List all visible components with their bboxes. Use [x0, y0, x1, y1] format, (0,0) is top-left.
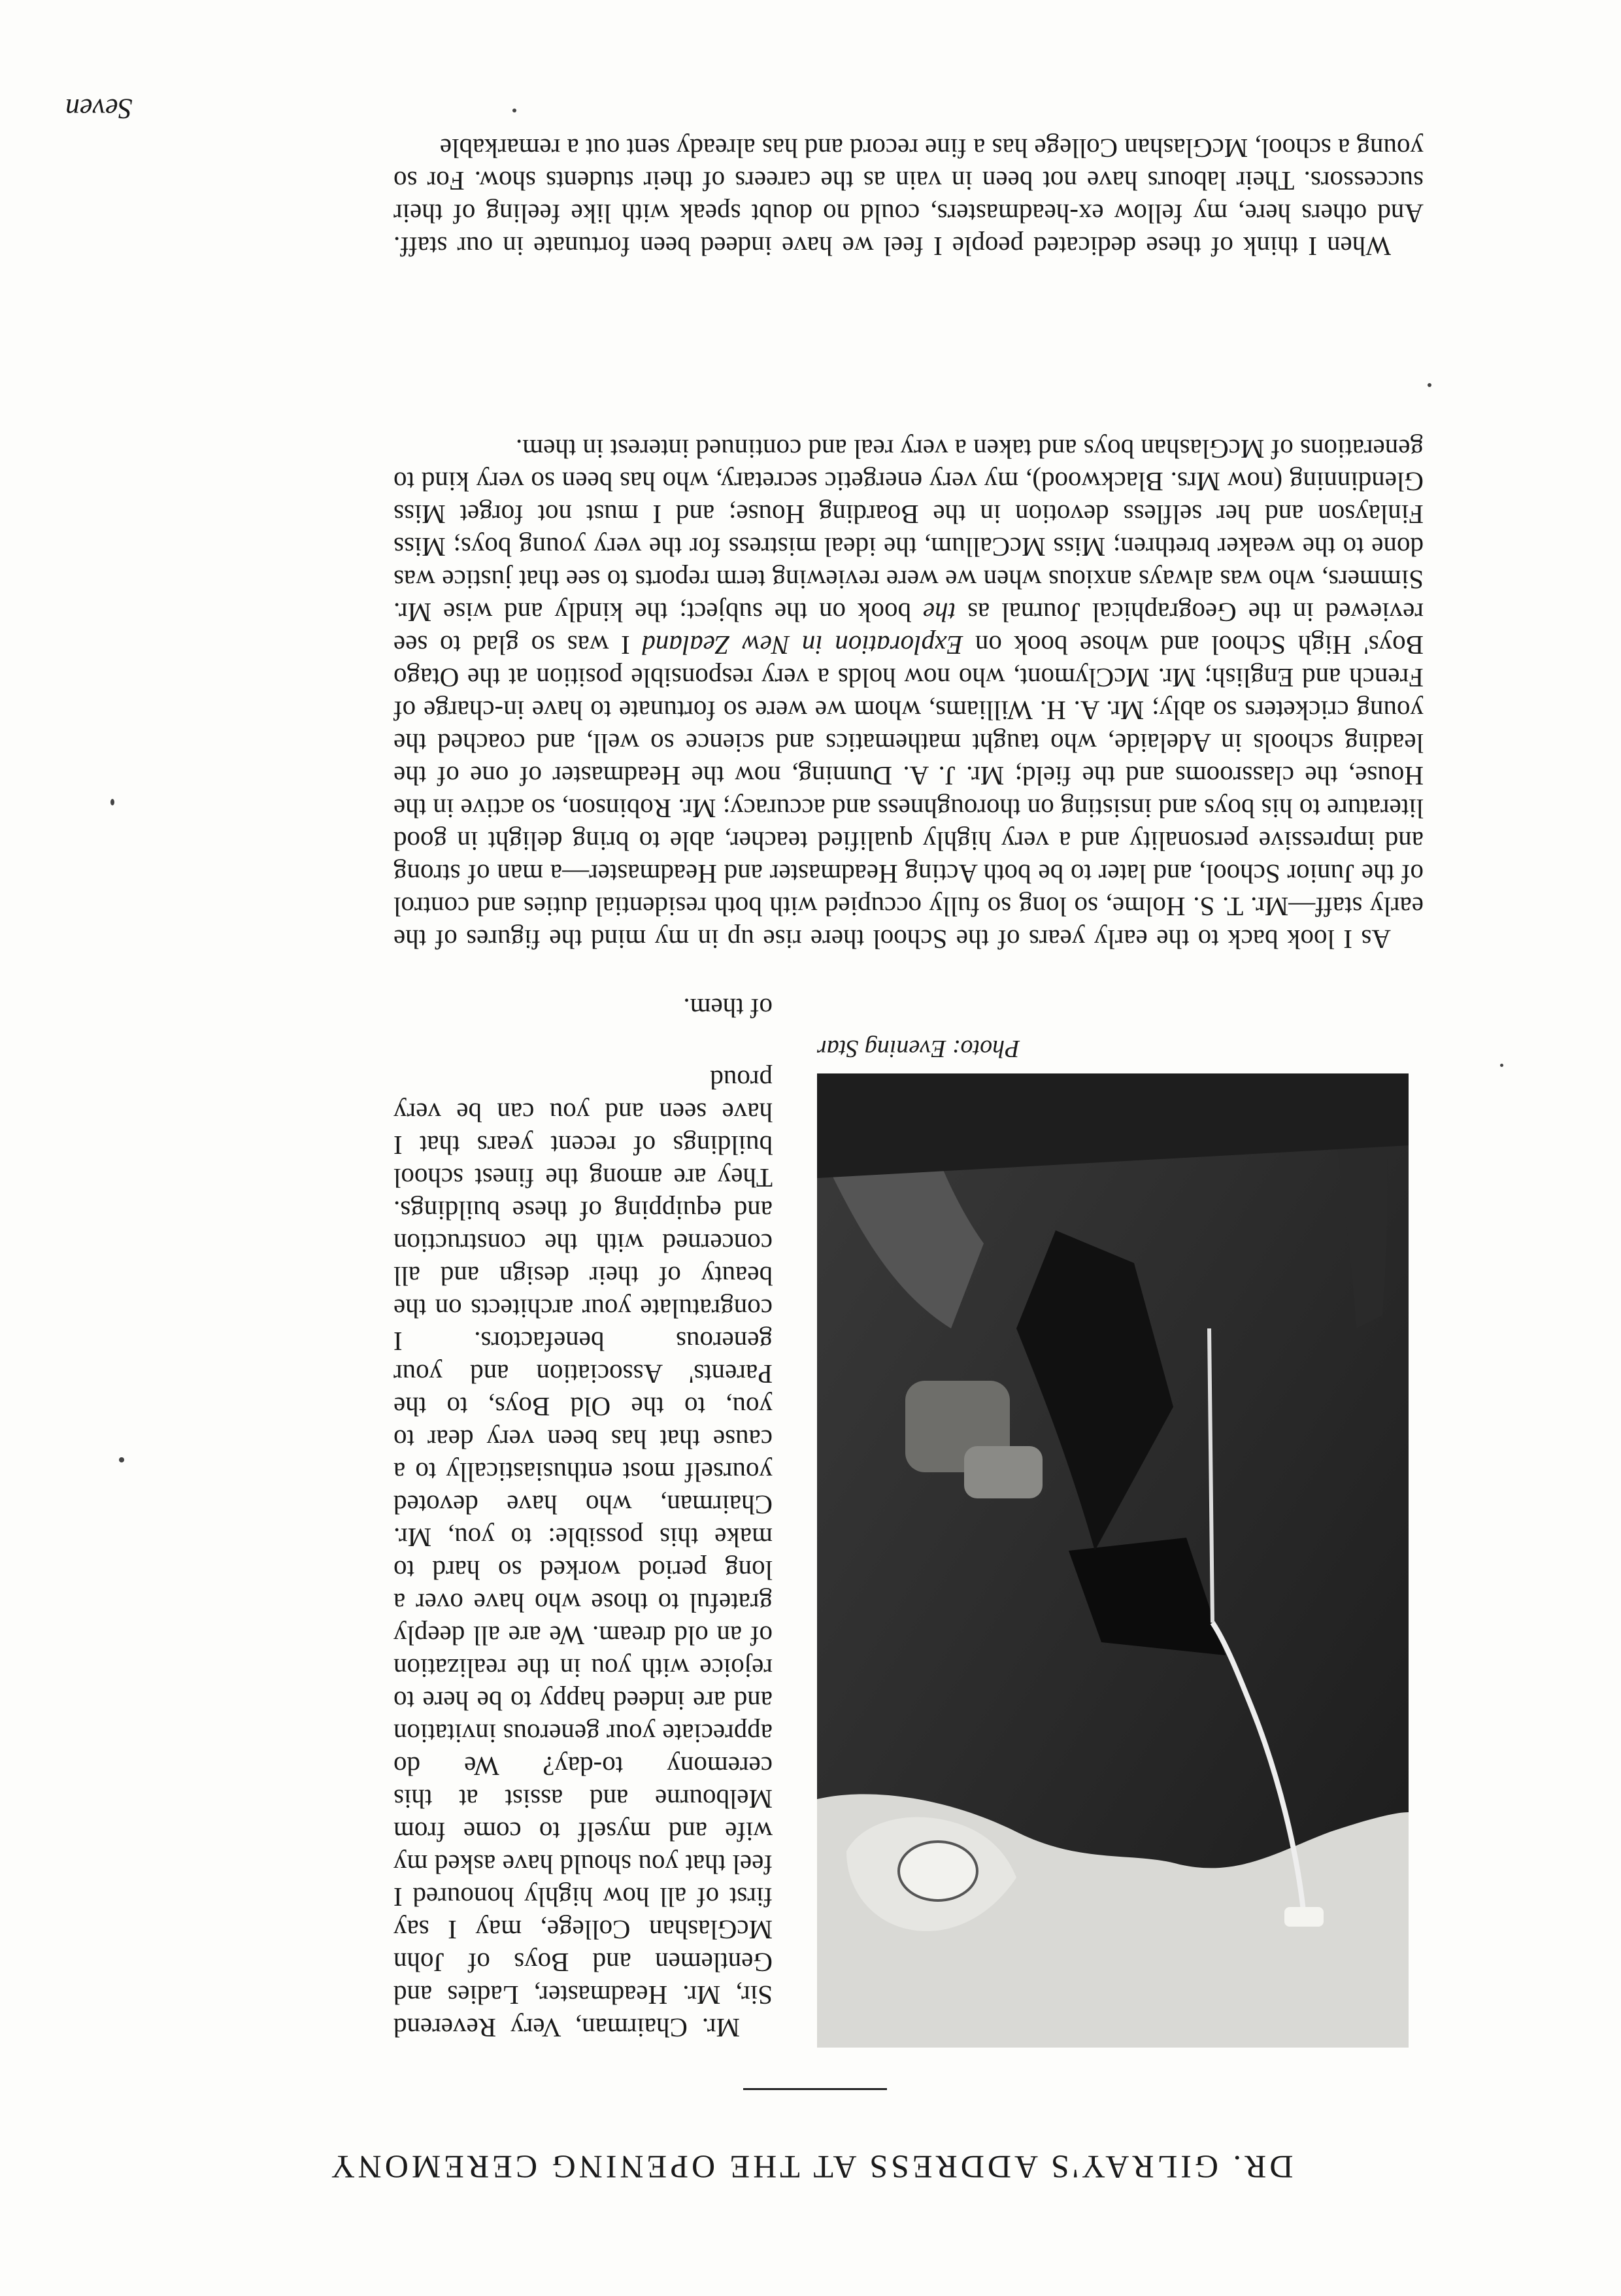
intro-paragraph: Mr. Chairman, Very Reverend Sir, Mr. Headmaster, Ladies and Gentlemen and Boys of John McGlashan College, may I say first of all how highly honoured I feel that you should have asked my wife and myself to come from Melbourne and assist at this ceremony to-day? We do appreciate your generous invitation and are indeed happy to be here to rejoice with you in the realization of an old dream. We are all deeply grateful to those who have over a long period worked so hard to make this possible: to you, Mr. Chairman, who have devoted yourself most enthusiastically to a cause that has been very dear to you, to the Old Boys, to the Parents' Association and your generous benefactors. I congratulate your architects on the beauty of their design and all concerned with the construction and equipping of these buildings. They are among the finest school buildings of recent years that I have seen and you can be very proud: [393, 1065, 773, 2043]
dedicated-paragraph: When I think of these dedicated people I feel we have indeed been fortunate in our staff. And others here, my fellow ex-headmasters, could no doubt speak with like feeling of their successors. Their labours have not been in vain as the careers of their students show. For so young a school, McGlashan College has a fine record and has already sent out a remarkable: [393, 133, 1424, 262]
scan-speck: [1500, 1064, 1503, 1067]
ceremony-photo: [817, 1073, 1409, 2048]
page-title: DR. GILRAY'S ADDRESS AT THE OPENING CEREMONY: [327, 2149, 1294, 2186]
scan-speck: [512, 109, 516, 112]
emphasis-word: the: [922, 598, 956, 628]
title-divider: [743, 2088, 887, 2090]
book-title: Exploration in New Zealand: [642, 630, 963, 660]
staff-paragraph: [393, 433, 1424, 956]
staff-paragraph-text-2: I was so glad to see reviewed in the Geographical Journal as: [393, 598, 1424, 660]
scan-speck: [110, 799, 114, 805]
page-number: Seven: [65, 93, 133, 125]
scan-speck: [119, 1457, 124, 1462]
intro-paragraph-end: of them.: [683, 993, 773, 1023]
scan-speck: [1428, 383, 1431, 387]
staff-paragraph-text: As I look back to the early years of the School there rise up in my mind the figures of the early staff—Mr. T. S. Holme, so long so fully occupied with both residential duties and control of the Junior School, and later to be both Acting Headmaster and Headmaster—a man of strong and impressive personality and a very highly qualified teacher, able to bring delight in good literature to his boys and insisting on thoroughness and accuracy; Mr. Robinson, so active in the House, the classrooms and the field; Mr. J. A. Dunning, now the Headmaster of one of the leading schools in Adelaide, who taught mathematics and science so well, and coached the young cricketers so ably; Mr. A. H. Williams, whom we were so fortunate to have in-charge of French and English; Mr. McClymont, who now holds a very responsible position at the Otago Boys' High School and whose book on: [393, 630, 1424, 954]
photo-caption: Photo: Evening Star: [817, 1035, 1020, 1062]
staff-paragraph-text-3: book on the subject; the kindly and wise Mr. Simmers, who was always anxious when we were reviewing term reports to see that justice was done to the weaker brethren; Miss McCallum, the ideal mistress for the very young boys; Miss Finlayson and her selfless devotion in the Boarding House; and I must not forget Miss Glendinning (now Mrs. Blackwood), my very energetic secretary, who has been so very kind to generations of McGlashan boys and taken a very real and continued interest in them.: [393, 434, 1424, 628]
